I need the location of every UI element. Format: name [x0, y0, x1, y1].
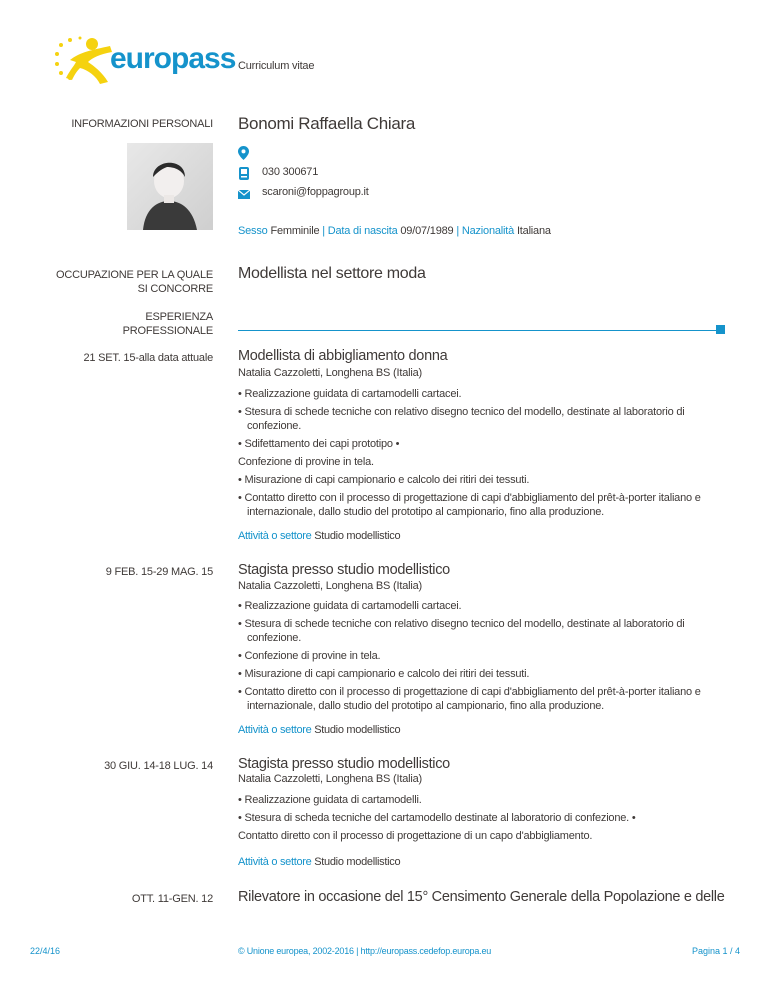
entry-employer: Natalia Cazzoletti, Longhena BS (Italia) [238, 580, 422, 592]
personal-details-line [238, 225, 551, 237]
email-address[interactable]: scaroni@foppagroup.it [262, 186, 369, 198]
footer-date: 22/4/16 [30, 946, 61, 956]
entry-bullet: • Realizzazione guidata di cartamodelli cartacei. [238, 600, 462, 612]
dob-value: 09/07/1989 [400, 225, 454, 237]
personal-section-label: INFORMAZIONI PERSONALI [71, 118, 213, 130]
entry-bullet: • Stesura di scheda tecniche del cartamodello destinate al laboratorio di confezione. • [238, 812, 636, 824]
email-icon [238, 190, 250, 199]
footer-page-number: Pagina 1 / 4 [691, 946, 740, 956]
entry-bullet [238, 617, 728, 645]
nationality-value: Italiana [516, 225, 551, 237]
entry-date: 9 FEB. 15-29 MAG. 15 [105, 566, 213, 578]
activity-value: Studio modellistico [314, 724, 401, 736]
entry-date: OTT. 11-GEN. 12 [131, 893, 213, 905]
entry-date: 30 GIU. 14-18 LUG. 14 [104, 760, 213, 772]
bullet-line: internazionale, dallo studio del prototipo al campionario, fino alla produzione. [247, 506, 605, 518]
experience-section-label [30, 310, 213, 338]
occupation-section-label [30, 268, 213, 296]
location-pin-icon [238, 146, 249, 160]
dob-label: Data di nascita [327, 225, 398, 237]
entry-date: 21 SET. 15-alla data attuale [83, 352, 213, 364]
entry-bullet: • Realizzazione guidata di cartamodelli. [238, 794, 422, 806]
bullet-line: • Stesura di schede tecniche con relativo disegno tecnico del modello, destinate al laboratorio di [238, 406, 685, 418]
entry-title: Rilevatore in occasione del 15° Censimento Generale della Popolazione e delle [238, 889, 725, 905]
europass-logo [52, 32, 236, 88]
entry-employer: Natalia Cazzoletti, Longhena BS (Italia) [238, 367, 422, 379]
sex-value: Femminile [270, 225, 320, 237]
phone-number: 030 300671 [262, 166, 319, 178]
entry-activity [238, 724, 728, 736]
nationality-label: Nazionalità [461, 225, 515, 237]
profile-photo [127, 143, 213, 230]
entry-bullet: • Misurazione di capi campionario e calcolo dei ritiri dei tessuti. [238, 668, 530, 680]
sex-label: Sesso [238, 225, 268, 237]
bullet-line: internazionale, dallo studio del prototipo al campionario, fino alla produzione. [247, 700, 605, 712]
separator: | [322, 225, 325, 237]
entry-bullet [238, 685, 728, 713]
logo-wordmark: europass [110, 42, 236, 75]
entry-bullet: • Sdifettamento dei capi prototipo • [238, 438, 400, 450]
experience-label-line2: PROFESSIONALE [122, 325, 213, 337]
occupation-label-line1: OCCUPAZIONE PER LA QUALE [56, 269, 213, 281]
bullet-line: • Stesura di schede tecniche con relativo disegno tecnico del modello, destinate al laboratorio di [238, 618, 685, 630]
entry-employer: Natalia Cazzoletti, Longhena BS (Italia) [238, 773, 422, 785]
entry-title: Stagista presso studio modellistico [238, 756, 450, 772]
entry-bullet [238, 491, 728, 519]
entry-title: Modellista di abbigliamento donna [238, 348, 448, 364]
entry-bullet [238, 405, 728, 433]
phone-icon [239, 167, 249, 180]
bullet-line: confezione. [247, 632, 302, 644]
entry-activity [238, 856, 728, 868]
section-divider-square [716, 325, 725, 334]
entry-activity [238, 530, 728, 542]
entry-bullet: Contatto diretto con il processo di progettazione di un capo d'abbigliamento. [238, 830, 593, 842]
activity-value: Studio modellistico [314, 530, 401, 542]
activity-label: Attività o settore [238, 724, 312, 736]
bullet-line: • Contatto diretto con il processo di progettazione di capi d'abbigliamento del prêt-à-porter italiano e [238, 492, 701, 504]
activity-label: Attività o settore [238, 530, 312, 542]
occupation-label-line2: SI CONCORRE [137, 283, 213, 295]
entry-title: Stagista presso studio modellistico [238, 562, 450, 578]
activity-label: Attività o settore [238, 856, 312, 868]
section-divider [238, 330, 716, 331]
entry-bullet: • Confezione di provine in tela. [238, 650, 381, 662]
doc-title: Curriculum vitae [238, 60, 315, 72]
separator: | [456, 225, 459, 237]
occupation-value: Modellista nel settore moda [238, 265, 426, 282]
entry-bullet: Confezione di provine in tela. [238, 456, 374, 468]
activity-value: Studio modellistico [314, 856, 401, 868]
entry-bullet: • Misurazione di capi campionario e calcolo dei ritiri dei tessuti. [238, 474, 530, 486]
bullet-line: • Contatto diretto con il processo di progettazione di capi d'abbigliamento del prêt-à-porter italiano e [238, 686, 701, 698]
bullet-line: confezione. [247, 420, 302, 432]
person-name: Bonomi Raffaella Chiara [238, 114, 416, 133]
footer-copyright[interactable]: © Unione europea, 2002-2016 | http://europass.cedefop.europa.eu [238, 946, 492, 956]
experience-label-line1: ESPERIENZA [145, 311, 213, 323]
entry-bullet: • Realizzazione guidata di cartamodelli cartacei. [238, 388, 462, 400]
